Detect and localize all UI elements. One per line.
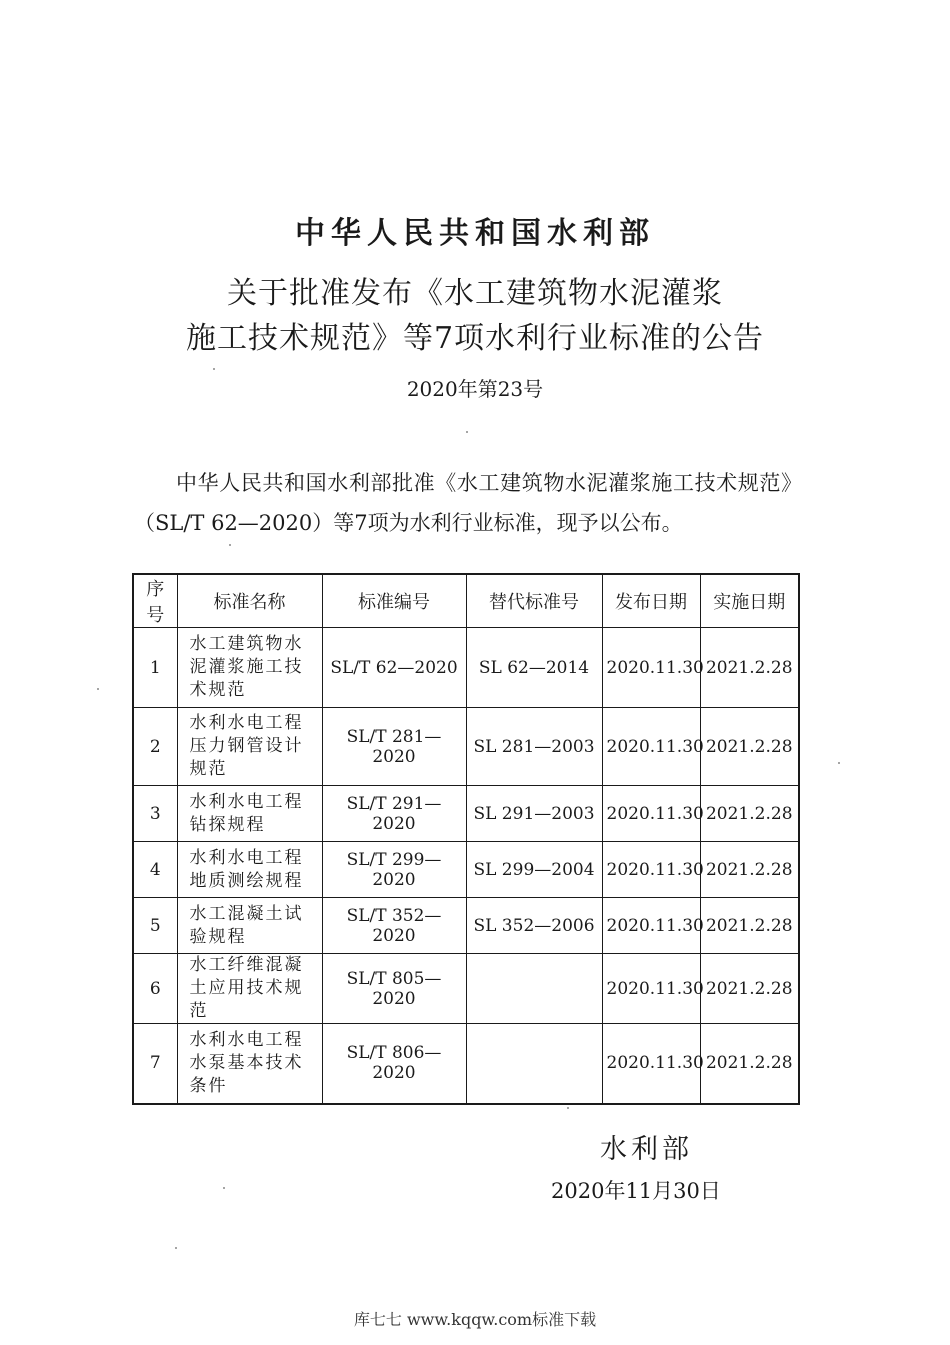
cell-replaced: SL 62—2014	[466, 628, 602, 708]
document-number: 2020年第23号	[406, 377, 544, 401]
scan-speck	[97, 688, 99, 690]
cell-effective-date: 2021.2.28	[700, 786, 799, 842]
cell-publish-date: 2020.11.30	[602, 954, 700, 1024]
cell-code: SL/T 352—2020	[322, 898, 466, 954]
cell-replaced: SL 291—2003	[466, 786, 602, 842]
table-row	[133, 708, 799, 786]
cell-name: 水工纤维混凝土应用技术规范	[177, 954, 322, 1024]
header-publish-date: 发布日期	[602, 574, 700, 628]
scan-speck	[567, 1107, 569, 1109]
cell-code: SL/T 805—2020	[322, 954, 466, 1024]
standards-table	[132, 573, 800, 1105]
cell-replaced: SL 299—2004	[466, 842, 602, 898]
cell-code: SL/T 806—2020	[322, 1024, 466, 1104]
announcement-title-line-2: 施工技术规范》等7项水利行业标准的公告	[185, 321, 765, 356]
cell-index: 3	[133, 786, 177, 842]
ministry-name: 中华人民共和国水利部	[295, 216, 655, 251]
cell-replaced	[466, 954, 602, 1024]
cell-publish-date: 2020.11.30	[602, 786, 700, 842]
table-row	[133, 898, 799, 954]
cell-index: 5	[133, 898, 177, 954]
cell-code: SL/T 62—2020	[322, 628, 466, 708]
cell-publish-date: 2020.11.30	[602, 842, 700, 898]
cell-publish-date: 2020.11.30	[602, 628, 700, 708]
table-header-row	[133, 574, 799, 628]
table-row	[133, 954, 799, 1024]
signature-org: 水利部	[600, 1134, 693, 1165]
cell-effective-date: 2021.2.28	[700, 842, 799, 898]
cell-name: 水工混凝土试验规程	[177, 898, 322, 954]
scan-speck	[229, 544, 231, 546]
cell-effective-date: 2021.2.28	[700, 628, 799, 708]
intro-paragraph: 中华人民共和国水利部批准《水工建筑物水泥灌浆施工技术规范》（SL/T 62—2020）等7项为水利行业标准，现予以公布。	[134, 471, 802, 535]
cell-publish-date: 2020.11.30	[602, 1024, 700, 1104]
cell-name: 水利水电工程地质测绘规程	[177, 842, 322, 898]
cell-replaced: SL 352—2006	[466, 898, 602, 954]
scan-speck	[838, 762, 840, 764]
cell-name: 水工建筑物水泥灌浆施工技术规范	[177, 628, 322, 708]
header-effective-date: 实施日期	[700, 574, 799, 628]
cell-index: 6	[133, 954, 177, 1024]
scan-speck	[213, 368, 215, 370]
cell-effective-date: 2021.2.28	[700, 954, 799, 1024]
table-row	[133, 628, 799, 708]
header-name: 标准名称	[177, 574, 322, 628]
cell-replaced: SL 281—2003	[466, 708, 602, 786]
cell-code: SL/T 291—2020	[322, 786, 466, 842]
header-code: 标准编号	[322, 574, 466, 628]
cell-name: 水利水电工程压力钢管设计规范	[177, 708, 322, 786]
cell-index: 1	[133, 628, 177, 708]
cell-effective-date: 2021.2.28	[700, 1024, 799, 1104]
cell-code: SL/T 299—2020	[322, 842, 466, 898]
table-row	[133, 1024, 799, 1104]
cell-index: 2	[133, 708, 177, 786]
scan-speck	[223, 1187, 225, 1189]
cell-publish-date: 2020.11.30	[602, 898, 700, 954]
table-row	[133, 786, 799, 842]
cell-name: 水利水电工程水泵基本技术条件	[177, 1024, 322, 1104]
cell-effective-date: 2021.2.28	[700, 898, 799, 954]
cell-publish-date: 2020.11.30	[602, 708, 700, 786]
scan-speck	[466, 431, 468, 433]
table-row	[133, 842, 799, 898]
cell-name: 水利水电工程钻探规程	[177, 786, 322, 842]
cell-index: 4	[133, 842, 177, 898]
cell-index: 7	[133, 1024, 177, 1104]
signature-date: 2020年11月30日	[551, 1179, 721, 1203]
cell-effective-date: 2021.2.28	[700, 708, 799, 786]
cell-replaced	[466, 1024, 602, 1104]
cell-code: SL/T 281—2020	[322, 708, 466, 786]
footer-watermark-text: 库七七 www.kqqw.com标准下载	[353, 1310, 597, 1329]
announcement-title-line-1: 关于批准发布《水工建筑物水泥灌浆	[227, 276, 723, 311]
scan-speck	[175, 1247, 177, 1249]
header-replaced: 替代标准号	[466, 574, 602, 628]
header-index: 序号	[133, 574, 177, 628]
